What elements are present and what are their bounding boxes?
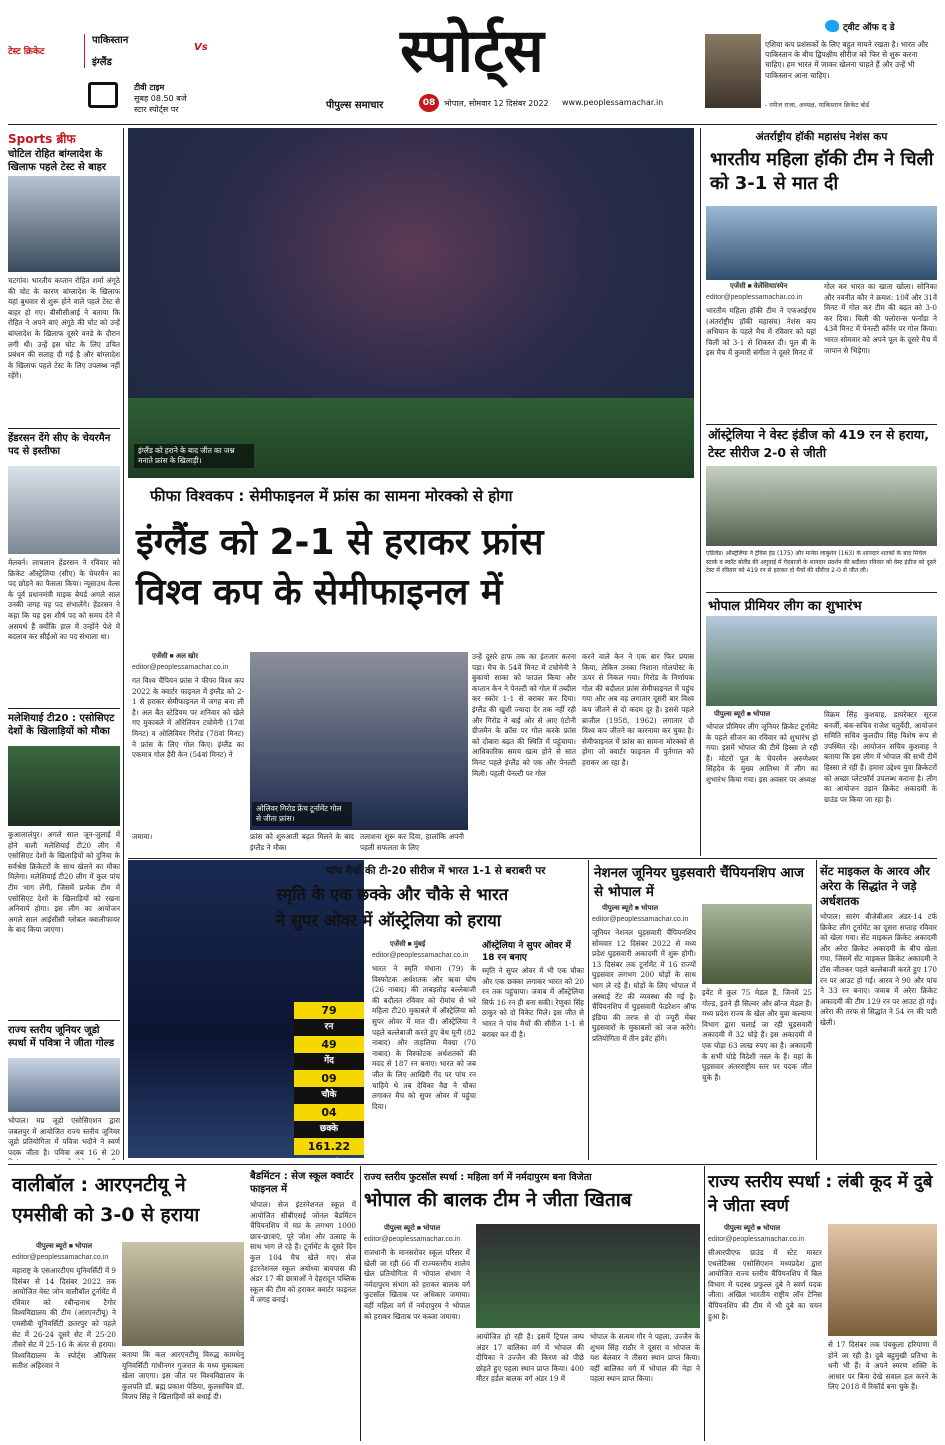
lead-body-2: उन्हें दूसरे हाफ तक का इंतजार करना पड़ा। मैच के 54वें मिनट में टचोमेनी ने बुकायो साका को फाउल किया और कप्तान केन ने पेनल्टी को गोल में तब्दील कर स्कोर 1-1 से बराबर कर दिया। इंग्लैंड की खुशी ज्यादा देर तक नहीं रही और गिरोड ने बाई ओर से आए एंटोनी ग्रीजमैन के क्रॉस पर गोल करके फ्रांस को दोबारा बढ़त की स्थिति में पहुंचाया। आधिकारिक समय खत्म होने से सात मिनट पहले इंग्लैंड को एक और पेनल्टी मिली। पहली पेनल्टी पर गोल bbox=[472, 652, 576, 778]
lead-body-2b: तलाशना शुरू कर दिया, हालांकि अपनी पहली सफलता के लिए bbox=[360, 832, 464, 852]
bpl-body-2: विक्रम सिंह कुशवाह, डायरेक्टर सूरज बनर्जी, बंक-सचिव राजेश चतुर्वेदी, आयोजन समिति सचिव कुलदीप सिंह विशेष रूप से उपस्थित रहे। आयोजन सचिव कुशवाह ने बताया कि इस लीग में भोपाल की सभी टीमें हिस्सा ले रही हैं। हमारा उद्देश्य युवा क्रिकेटरों को अच्छा प्लेटफॉर्म उपलब्ध कराना है। लीग का आयोजन उड़ान क्रिकेट अकादमी के ग्राउंड पर किया जा रहा है। bbox=[824, 710, 937, 804]
judo-photo bbox=[8, 1058, 120, 1112]
smriti-stats-box bbox=[294, 1002, 364, 1158]
aus-headline: ऑस्ट्रेलिया ने वेस्ट इंडीज को 419 रन से हराया, टेस्ट सीरीज 2-0 से जीती bbox=[708, 427, 930, 460]
test-label: टेस्ट क्रिकेट bbox=[8, 47, 45, 57]
rohit-photo bbox=[8, 176, 120, 272]
giroud-caption: ओलिवर गिरोड फ्रेंच टूर्नामेंट गोल से जीता फ्रांस। bbox=[252, 802, 352, 826]
lead-kicker: फीफा विश्वकप : सेमीफाइनल में फ्रांस का सामना मोरक्को से होगा bbox=[150, 487, 513, 505]
futsal-byline: पीपुल्स ब्यूरो ■ भोपाल bbox=[384, 1225, 441, 1232]
smriti-headline-1: स्मृति के एक छक्के और चौके से भारत bbox=[276, 885, 509, 904]
henderson-photo bbox=[8, 466, 120, 554]
stat-runs-label: रन bbox=[294, 1019, 364, 1036]
volley-photo bbox=[122, 1242, 244, 1346]
futsal-headline: भोपाल की बालक टीम ने जीता खिताब bbox=[364, 1189, 632, 1211]
smriti-story bbox=[128, 860, 584, 1160]
stat-runs-value: 79 bbox=[294, 1002, 364, 1019]
masthead-subline bbox=[326, 94, 664, 114]
stmichael-headline: सेंट माइकल के आरव और अरेरा के सिद्धांत ने जड़े अर्धशतक bbox=[820, 864, 930, 908]
twitter-icon bbox=[825, 20, 839, 32]
match-info-box bbox=[8, 30, 218, 70]
badminton-body-2: बताया कि कल आरएनटीयू विरुद्ध कामधेनु यूनिवर्सिटी गांधीनगर गुजरात के मध्य मुकाबला खेला जाएगा। इस जीत पर विश्वविद्यालय के कुलपति डॉ. ब्रह्म प्रकाश पेठिया, कुलसचिव डॉ. विजय सिंह ने खिलाड़ियों को बधाई दी। bbox=[122, 1350, 244, 1402]
judo-body: भोपाल। मप्र जूडो एसोसिएशन द्वारा जबलपुर में आयोजित राज्य स्तरीय जूनियर जूडो प्रतियोगिता में पवित्रा भदौने ने स्वर्ण पदक जीता है। पवित्रा अब 16 से 20 bbox=[8, 1116, 120, 1157]
page-number: 08 bbox=[419, 94, 439, 112]
longjump-byline: पीपुल्स ब्यूरो ■ भोपाल bbox=[724, 1225, 781, 1232]
stat-fours-value: 09 bbox=[294, 1070, 364, 1087]
hockey-kicker: अंतर्राष्ट्रीय हॉकी महासंघ नेशंस कप bbox=[755, 131, 888, 143]
futsal-story bbox=[364, 1166, 700, 1441]
lead-headline-2: विश्व कप के सेमीफाइनल में bbox=[136, 572, 503, 613]
volley-body: महाराष्ट्र के एसआरटीएम यूनिवर्सिटी में 9 दिसंबर से 14 दिसंबर 2022 तक आयोजित वेस्ट जोन वालीबॉल टूर्नामेंट में रविवार को रबीन्द्रनाथ टैगोर विश्वविद्यालय की टीम (आरएनटीयू) ने एमसीबी यूनिवर्सिटी छतरपुर को पहले सेट में 26-24 दूसरे सेट में 25-20 तीसरे सेट में 25-16 के अंतर से हराया। विश्वविद्यालय के स्पोर्ट्स ऑफिसर सतीश अहिरवार ने bbox=[12, 1266, 116, 1371]
lead-agency: एजेंसी ■ अल खोर bbox=[152, 653, 199, 660]
smriti-agency: एजेंसी ■ मुंबई bbox=[390, 941, 426, 948]
longjump-photo bbox=[828, 1224, 937, 1336]
section-rule bbox=[706, 424, 937, 425]
longjump-email: editor@peoplessamachar.co.in bbox=[708, 1236, 805, 1243]
hockey-headline: भारतीय महिला हॉकी टीम ने चिली को 3-1 से मात दी bbox=[710, 149, 934, 194]
lead-email: editor@peoplessamachar.co.in bbox=[132, 664, 229, 671]
section-rule bbox=[706, 592, 937, 593]
bpl-story bbox=[706, 594, 937, 856]
horse-story bbox=[592, 860, 812, 1160]
malaysia-photo bbox=[8, 746, 120, 826]
ramiz-raja-photo bbox=[705, 34, 761, 108]
bpl-byline: पीपुल्स ब्यूरो ■ भोपाल bbox=[714, 711, 771, 718]
volley-headline: वालीबॉल : आरएनटीयू ने एमसीबी को 3-0 से हराया bbox=[12, 1174, 200, 1226]
tv-icon bbox=[88, 82, 118, 108]
giroud-photo bbox=[250, 652, 468, 830]
smriti-headline-2: ने सुपर ओवर में ऑस्ट्रेलिया को हराया bbox=[276, 911, 502, 930]
horse-headline: नेशनल जूनियर घुड़सवारी चैंपियनशिप आज से भोपाल में bbox=[594, 865, 805, 900]
masthead-title: स्पोर्ट्स bbox=[400, 16, 544, 86]
badminton-body-1: भोपाल। सेज इंटरनेशनल स्कूल में आयोजित सीबीएसई जोनल बैडमिंटन चैंपियनशिप में मप्र के लगभग 1000 छात्र-छात्राएं, पूरे जोश और उत्साह के साथ भाग ले रहे हैं। टूर्नामेंट के दूसरे दिन कुल 104 मैच खेले गए। सेज इंटरनेशनल स्कूल अयोध्या बायपास की अंडर 17 की छात्राओं ने देहरादून पब्लिक स्कूल की टीम को हराकर क्वार्टर फाइनल में जगह बनाई। bbox=[250, 1200, 356, 1305]
horse-email: editor@peoplessamachar.co.in bbox=[592, 916, 689, 923]
smriti-body: भारत ने स्मृति मंधाना (79) के विस्फोटक अर्धशतक और ऋचा घोष (26 नाबाद) की ताबड़तोड़ बल्लेबाजी की बदौलत रविवार को रोमांच से भरे महिला टी20 मुकाबले में ऑस्ट्रेलिया को सुपर ओवर में मात दी। ऑस्ट्रेलिया ने पहले बल्लेबाजी करते हुए बेथ मूनी (82 नाबाद) और ताहलिया मैक्ग्रा (70 नाबाद) के विस्फोटक अर्धशतकों की मदद से 187 रन बनाए। भारत को जब जीत के लिए आखिरी गेंद पर पांच रन चाहिये थे तब देविका वैद्य ने चौका लगाकर मैच को सुपर ओवर में पहुंचा दिया। bbox=[372, 964, 476, 1111]
vs-badge: Vs bbox=[194, 42, 208, 53]
volley-story bbox=[8, 1166, 244, 1441]
hockey-body-2: गोल कर भारत का खाता खोला। सोनिका और नवनीत कौर ने क्रमश: 10वें और 31वें मिनट में गोल कर टीम की बढ़त को 3-0 कर दिया। चिली की फ्लोरान्स फर्नांडा ने 43वें मिनट में पेनल्टी कॉर्नर पर गोल किया। भारत सोमवार को अपने पूल के दूसरे मैच में जापान से भिड़ेगा। bbox=[824, 282, 937, 355]
hockey-story bbox=[706, 128, 937, 420]
bpl-headline: भोपाल प्रीमियर लीग का शुभारंभ bbox=[708, 599, 862, 614]
longjump-body-2: से 17 दिसंबर तक पंचकुला हरियाणा में होने जा रही है। दुबे बहुमुखी प्रतिभा के धनी भी हैं। वे अपने स्मरण शक्ति के आधार पर बिना देखे सवाल हल करने के लिए 2018 में रिकॉर्ड बना चुके हैं। bbox=[828, 1340, 937, 1392]
photo-caption: इंग्लैंड को हराने के बाद जीत का जश्न मनाते फ्रांस के खिलाड़ी। bbox=[134, 444, 254, 468]
match-divider bbox=[84, 34, 85, 68]
tweet-box bbox=[705, 20, 935, 124]
judo-headline: राज्य स्तरीय जूनियर जूडो स्पर्धा में पवित्रा ने जीता गोल्ड bbox=[8, 1025, 115, 1049]
tv-channel: स्टार स्पोर्ट्स पर bbox=[134, 105, 179, 114]
futsal-email: editor@peoplessamachar.co.in bbox=[364, 1236, 461, 1243]
stat-balls-value: 49 bbox=[294, 1036, 364, 1053]
henderson-body: मेलबर्न। लाचलान हेंडरसन ने रविवार को क्रिकेट ऑस्ट्रेलिया (सीए) के चेयरमैन का पद छोड़ने का फैसला किया। न्यूसाउथ वेल्स के पूर्व प्रधानमंत्री माइक बेयर्ड अगले साल उनकी जगह यह पद संभालेंगे। हेंडरसन ने कहा कि यह इस शीर्ष पद को समय देने में असमर्थ हैं क्योंकि हाल में उन्होंने पेशे में बदलाव कर सीईओ का पद संभाला था। bbox=[8, 558, 120, 642]
badminton-headline: बैडमिंटन : सेज स्कूल क्वार्टर फाइनल में bbox=[250, 1171, 354, 1195]
stmichael-story bbox=[820, 860, 937, 1160]
hockey-photo bbox=[706, 206, 937, 280]
column-rule bbox=[816, 860, 817, 1160]
horse-photo bbox=[702, 904, 812, 984]
column-rule bbox=[360, 1166, 361, 1441]
brief-rule bbox=[8, 428, 120, 429]
rohit-headline: चोटिल रोहित बांग्लादेश के खिलाफ पहले टेस्ट से बाहर bbox=[8, 149, 106, 173]
futsal-body-1: राजधानी के मानसरोवर स्कूल परिसर में खेली जा रही 66 वीं राज्यस्तरीय शालेय खेल प्रतियोगिता में भोपाल संभाग ने नर्मदापुरम संभाग को हराकर बालक वर्ग फुटसॉल खिताब पर अधिकार जमाया। वहीं महिला वर्ग में नर्मदापुरम ने भोपाल को हराकर खिताब पर कब्जा जमाया। bbox=[364, 1248, 470, 1321]
tweet-text: एशिया कप प्रशंसकों के लिए बहुत मायने रखता है। भारत और पाकिस्तान के बीच द्विपक्षीय सीरीज को फिर से शुरू करना चाहिए। हम भारत में जाकर खेलना चाहते हैं और उन्हें भी पाकिस्तान आना चाहिए। bbox=[765, 40, 929, 80]
lead-headline-1: इंग्लैंड को 2-1 से हराकर फ्रांस bbox=[136, 522, 544, 563]
stat-balls-label: गेंद bbox=[294, 1053, 364, 1070]
hockey-credit: एजेंसी ■ वेलेंसिया/स्पेन bbox=[730, 283, 788, 290]
stat-fours-label: चौके bbox=[294, 1087, 364, 1104]
france-celebration-photo bbox=[128, 128, 694, 478]
column-rule bbox=[704, 1166, 705, 1441]
futsal-kicker: राज्य स्तरीय फुटसॉल स्पर्धा : महिला वर्ग में नर्मदापुरम बना विजेता bbox=[364, 1172, 592, 1183]
badminton-story bbox=[250, 1166, 356, 1441]
lead-body-1: गत विश्व चैंपियन फ्रांस ने फीफा विश्व कप 2022 के क्वार्टर फाइनल में इंग्लैंड को 2-1 से हराकर सेमीफाइनल में जगह बना ली है। अल बैत स्टेडियम पर शनिवार को खेले गए मुकाबले में ऑरेलियन टचोमेनी (17वां मिनट) व ओलिवियर गिरोड (78वां मिनट) ने फ्रांस के लिए गोल किए। इंग्लैंड का एकमात्र गोल हैरी केन (54वां मिनट) ने bbox=[132, 676, 244, 760]
section-rule bbox=[128, 858, 937, 859]
tv-label: टीवी टाइम bbox=[134, 83, 165, 92]
longjump-body-1: सीआरपीएफ ग्राउंड में स्टेट मास्टर एथलेटिक्स एसोसिएशन मध्यप्रदेश द्वारा आयोजित राज्य स्तरीय चैंपियनशिप में बिल विभाग में पदस्थ प्रफुल्ल दुबे ने स्वर्ण पदक जीता। अखिल भारतीय राष्ट्रीय लॉन टेनिस चैंपियनशिप की टीम में भी दुबे का चयन हुआ है। bbox=[708, 1248, 822, 1321]
lead-body-3: करने वाले केन ने एक बार फिर प्रयास किया, लेकिन उनका निशाना गोलपोस्ट के ऊपर से निकल गया। गिरोड के निर्णायक गोल की बदौलत फ्रांस सेमीफाइनल में पहुंच गया और अब वह लगातार दूसरी बार विश्व कप जीतने से दो कदम दूर है। इससे पहले ब्राजील (1958, 1962) लगातार दो विश्व कप जीतने का कारनामा कर चुका है। सेमीफाइनल में फ्रांस का सामना मोरक्को से होगा जो क्वार्टर फाइनल में पुर्तगाल को हराकर आ रहा है। bbox=[582, 652, 694, 767]
smriti-side-body: स्मृति ने सुपर ओवर में भी एक चौका और एक छक्का लगाकर भारत को 20 रन तक पहुंचाया। जवाब में ऑस्ट्रेलिया सिर्फ 16 रन ही बना सकी। रेणुका सिंह ठाकुर को दो विकेट मिले। इस जीत से भारत ने पांच मैचों की सीरीज 1-1 से बराबर कर दी है। bbox=[482, 966, 584, 1039]
smriti-kicker: पांच मैचों की टी-20 सीरीज में भारत 1-1 से बराबरी पर bbox=[326, 865, 546, 877]
lead-body-1b: फ्रांस को शुरुआती बढ़त मिलने के बाद इंग्लैंड ने मौका bbox=[250, 832, 354, 852]
stmichael-body: भोपाल। सारंग बीजेबीआर अंडर-14 टर्फ क्रिकेट लीग टूर्नामेंट का दूसरा सप्ताह रविवार को खेला गया। सेंट माइकल क्रिकेट अकादमी और अरेरा क्रिकेट अकादमी के बीच खेला गया, जिसमें सेंट माइकल क्रिकेट अकादमी ने टॉस जीतकर पहले बल्लेबाजी करते हुए 170 रन पर आउट हो गई। आरव ने 90 और पांच ने 33 रन बनाए। जवाब में अरेरा क्रिकेट अकादमी की टीम 129 रन पर आउट हो गई। अरेरा की तरफ से सिद्धांत ने 54 रन की पारी खेली। bbox=[820, 912, 937, 1027]
rohit-body: चटगांव। भारतीय कप्तान रोहित शर्मा अंगूठे की चोट के कारण बांग्लादेश के खिलाफ यहां बुधवार से शुरू होने वाले पहले टेस्ट से बाहर हो गए। बीसीसीआई ने बताया कि रोहित ने अपने बाएं अंगूठे की चोट को उन्हें बांग्लादेश के खिलाफ दूसरे वनडे के दौरान लगी थी। उन्हें इस चोट के लिए उचित प्रबंधन की सलाह दी गई है और बांग्लादेश के खिलाफ पहले टेस्ट के लिए उपलब्ध नहीं रहेंगे। bbox=[8, 276, 120, 381]
futsal-body-3: भोपाल के सत्यम गौर ने पहला, उज्जैन के शुभम सिंह राठौर ने दूसरा व भोपाल के यश बेलवार ने तीसरा स्थान प्राप्त किया। वहीं बालिका वर्ग में भोपाल की नेहा ने पहला स्थान प्राप्त किया। bbox=[590, 1332, 700, 1384]
lead-body-1c: जमाया। bbox=[132, 832, 153, 841]
volley-email: editor@peoplessamachar.co.in bbox=[12, 1254, 109, 1261]
section-rule bbox=[8, 1164, 937, 1165]
tweet-label: ट्वीट ऑफ द डे bbox=[843, 23, 895, 33]
stat-sixes-label: छक्के bbox=[294, 1121, 364, 1138]
volley-byline: पीपुल्स ब्यूरो ■ भोपाल bbox=[36, 1243, 93, 1250]
longjump-story bbox=[708, 1166, 937, 1441]
malaysia-body: कुआलालंपुर। अगले साल जून-जुलाई में होने वाली मलेशियाई टी20 लीग में एसोसिएट देशों के खिलाड़ियों को दुनिया के सर्वश्रेष्ठ क्रिकेटरों के साथ खेलने का मौका मिलेगा। मलेशियाई टी20 लीग में कुल पांच टीम भाग लेंगी, जिसमें प्रत्येक टीम में एसोसिएट देशों के खिलाड़ियों को रखना अनिवार्य होगा। इस लीग का आयोजन अगले साल आईसीसी ग्लोबल क्वालीफायर के बाद किया जाएगा। bbox=[8, 830, 120, 935]
website: www.peoplessamachar.in bbox=[562, 98, 664, 107]
team1-label: पाकिस्तान bbox=[92, 35, 129, 46]
stat-sixes-value: 04 bbox=[294, 1104, 364, 1121]
paper-name: पीपुल्स समाचार bbox=[326, 100, 384, 111]
column-rule bbox=[123, 128, 124, 1160]
brief-rule bbox=[8, 1020, 120, 1021]
henderson-headline: हेंडरसन देंगे सीए के चेयरमैन पद से इस्तीफा bbox=[8, 433, 111, 457]
hockey-body-1: भारतीय महिला हॉकी टीम ने एफआईएच (अंतर्राष्ट्रीय हॉकी महासंघ) नेशंस कप अभियान के पहले मैच में रविवार को यहां चिली को 3-1 से शिकस्त दी। पूल बी के इस मैच में कुमारी संगीता ने दूसरे मिनट में bbox=[706, 306, 816, 358]
tweet-author: - रमीज राजा, अध्यक्ष, पाकिस्तान क्रिकेट बोर्ड bbox=[765, 101, 870, 109]
column-rule bbox=[700, 128, 701, 856]
masthead-rule bbox=[8, 124, 937, 125]
horse-byline: पीपुल्स ब्यूरो ■ भोपाल bbox=[602, 905, 659, 912]
aus-caption: एडिलेड। ऑस्ट्रेलिया ने ट्रेविस हेड (175) और मार्नस लाबुशेन (163) के शानदार शतकों के बाद मिचेल स्टार्क व स्कॉट बोलैंड की अगुवाई में गेंदबाजों के शानदार प्रदर्शन की बदौलत रविवार को वेस्ट इंडीज को दूसरे टेस्ट में रविवार को 419 रन से हराकर दो मैचों की सीरीज 2-0 से जीत ली। bbox=[706, 550, 937, 574]
futsal-team-photo bbox=[476, 1224, 700, 1328]
brief-column bbox=[8, 128, 120, 1160]
malaysia-headline: मलेशियाई टी20 : एसोसिएट देशों के खिलाड़ियों को मौका bbox=[8, 713, 115, 737]
smriti-email: editor@peoplessamachar.co.in bbox=[372, 952, 469, 959]
brief-rule bbox=[8, 708, 120, 709]
column-rule bbox=[588, 860, 589, 1160]
horse-body-1: जूनियर नेशनल घुड़सवारी चैंपियनशिप सोमवार 12 दिसंबर 2022 से मध्य प्रदेश घुड़सवारी अकादमी में शुरू होगी। 13 दिसंबर तक टूर्नामेंट में 16 राज्यों घुड़सवार लगभग 200 घोड़ों के साथ भाग ले रहे हैं। घोड़ों के लिए भोपाल में अस्थाई टेंट की व्यवस्था की गई है। चैंपियनशिप में घुड़सवारी फेडरेशन ऑफ इंडिया की तरफ से दो ज्यूरी मेंबर घुड़सवारों के मुकाबलों को जज करेंगे। प्रतियोगिता में तीन इवेंट होंगे। bbox=[592, 928, 696, 1043]
aus-team-photo bbox=[706, 466, 937, 546]
horse-body-2: इवेंट में कुल 75 मेडल हैं, जिनमें 25 गोल्ड, इतने ही सिल्वर और ब्रॉन्ज मेडल हैं। मध्य प्रदेश राज्य के खेल और युवा कल्याण विभाग द्वारा चलाई जा रही घुड़सवारी अकादमी में 32 घोड़े हैं। इस अकादमी में एक घोड़ा 63 लाख रुपए का है। अकादमी के सभी घोड़े विदेशी नस्ल के हैं। यहां के घुड़सवार अंतरराष्ट्रीय स्तर पर पदक जीत चुके हैं। bbox=[702, 988, 812, 1082]
longjump-headline: राज्य स्तरीय स्पर्धा : लंबी कूद में दुबे ने जीता स्वर्ण bbox=[708, 1172, 933, 1216]
aus-story bbox=[706, 426, 937, 590]
masthead bbox=[0, 0, 945, 127]
bpl-body-1: भोपाल प्रीमियर लीग जूनियर क्रिकेट टूर्नामेंट के पहले सीजन का रविवार को शुभारंभ हो गया। इसमें भोपाल की टीमें हिस्सा ले रही हैं। मोटरों पूल के चेयरमैन अरुणेश्वर सिंहदेव के मुख्य आतिथ्य में लीग का शुभारंभ किया गया। इस अवसर पर अध्यक्ष bbox=[706, 722, 818, 784]
hockey-email: editor@peoplessamachar.co.in bbox=[706, 294, 803, 301]
futsal-body-2: आयोजित हो रही है। इसमें ट्रिपल जम्प अंडर 17 बालिका वर्ग में भोपाल की दीपिका ने उज्जैन की किरण को पीछे छोड़ते हुए पहला स्थान प्राप्त किया। 400 मीटर हर्डल बालक वर्ग अंडर 19 में bbox=[476, 1332, 584, 1384]
tv-box bbox=[8, 80, 228, 122]
stat-sr-value: 161.22 bbox=[294, 1138, 364, 1155]
brief-logo: Sports ब्रीफ bbox=[8, 132, 76, 146]
tv-time: सुबह 08.50 बजे bbox=[134, 94, 187, 103]
bpl-photo bbox=[706, 616, 937, 706]
dateline: भोपाल, सोमवार 12 दिसंबर 2022 bbox=[444, 99, 549, 108]
smriti-side-headline: ऑस्ट्रेलिया ने सुपर ओवर में 18 रन बनाए bbox=[482, 941, 571, 963]
team2-label: इंग्लैंड bbox=[92, 57, 112, 68]
